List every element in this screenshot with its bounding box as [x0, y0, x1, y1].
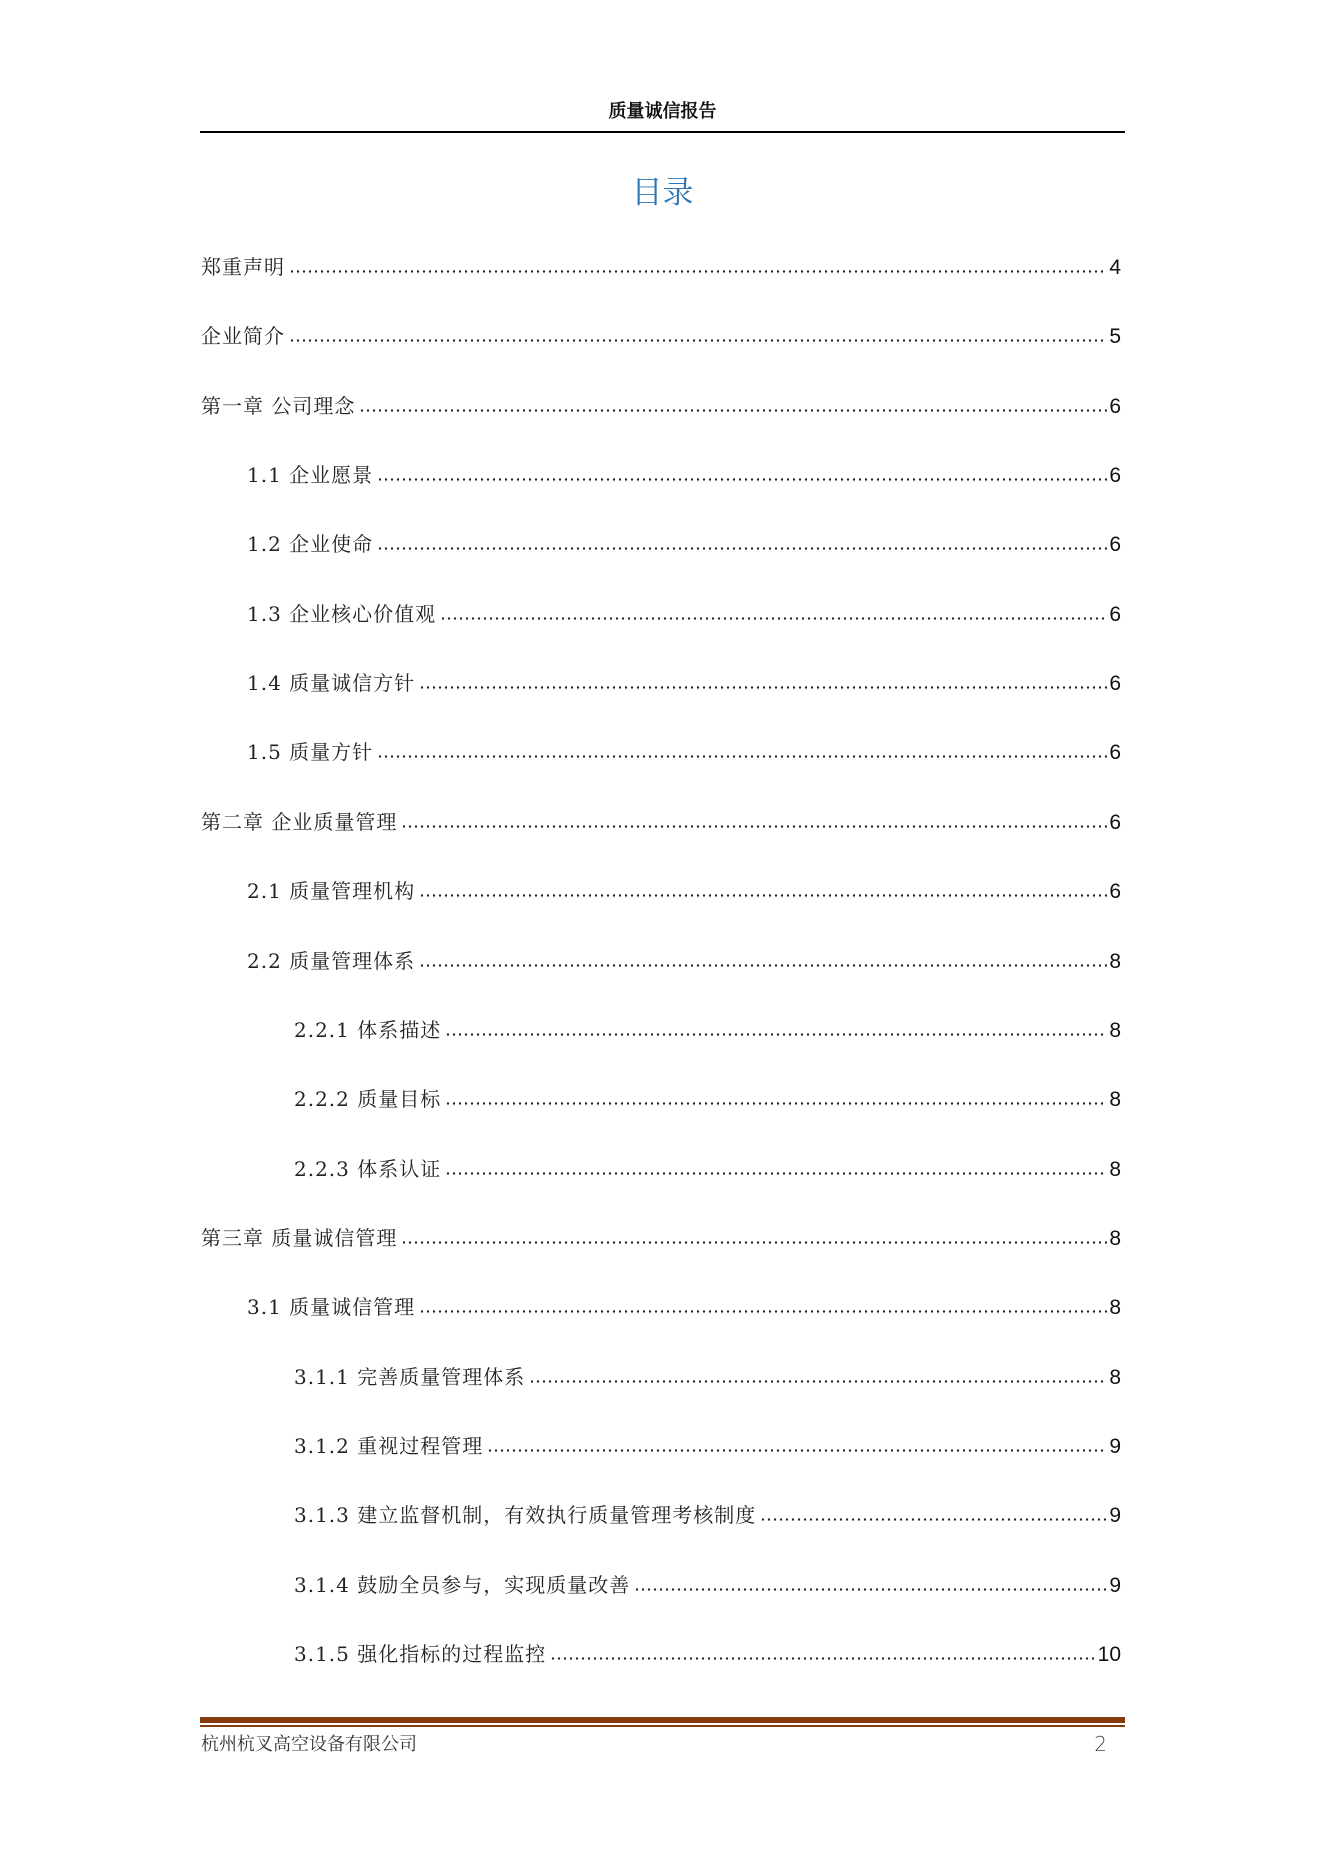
toc-entry-page: 8	[1109, 1366, 1121, 1389]
toc-entry-page: 5	[1109, 325, 1121, 348]
toc-entry[interactable]	[294, 1430, 1121, 1460]
toc-entry-page: 6	[1109, 603, 1121, 626]
toc-entry-label: 2.1 质量管理机构	[247, 879, 416, 903]
toc-entry[interactable]	[294, 1153, 1121, 1183]
dot-leader	[419, 1310, 1107, 1313]
toc-entry[interactable]	[247, 736, 1121, 766]
toc-entry[interactable]	[247, 528, 1121, 558]
toc-entry-page: 4	[1109, 256, 1121, 279]
dot-leader	[401, 825, 1107, 828]
toc-entry-label: 2.2.2 质量目标	[294, 1087, 442, 1111]
dot-leader	[634, 1588, 1107, 1591]
dot-leader	[377, 478, 1107, 481]
dot-leader	[529, 1380, 1107, 1383]
toc-entry-label: 1.3 企业核心价值观	[247, 602, 437, 626]
dot-leader	[550, 1657, 1095, 1660]
toc-entry[interactable]	[247, 945, 1121, 975]
toc-entry-label: 郑重声明	[201, 255, 285, 279]
toc-entry[interactable]	[201, 1222, 1121, 1252]
toc-entry-page: 9	[1109, 1504, 1121, 1527]
dot-leader	[419, 894, 1107, 897]
toc-entry-label: 企业简介	[201, 324, 285, 348]
toc-entry-page: 8	[1109, 1088, 1121, 1111]
toc-entry-label: 1.1 企业愿景	[247, 463, 374, 487]
toc-entry[interactable]	[247, 875, 1121, 905]
toc-entry-label: 3.1 质量诚信管理	[247, 1295, 416, 1319]
toc-entry-label: 2.2.1 体系描述	[294, 1018, 442, 1042]
dot-leader	[359, 409, 1107, 412]
toc-entry-label: 3.1.5 强化指标的过程监控	[294, 1642, 547, 1666]
toc-entry-page: 8	[1109, 1158, 1121, 1181]
toc-entry[interactable]	[201, 251, 1121, 281]
toc-entry-label: 1.5 质量方针	[247, 740, 374, 764]
footer-page-number: 2	[1094, 1732, 1107, 1756]
toc-entry-page: 8	[1109, 1227, 1121, 1250]
toc-entry[interactable]	[294, 1361, 1121, 1391]
dot-leader	[445, 1102, 1107, 1105]
toc-entry[interactable]	[247, 459, 1121, 489]
toc-entry-page: 6	[1109, 741, 1121, 764]
toc-entry-page: 6	[1109, 880, 1121, 903]
toc-entry-page: 9	[1109, 1435, 1121, 1458]
dot-leader	[487, 1449, 1107, 1452]
toc-entry-page: 8	[1109, 1019, 1121, 1042]
toc-entry-label: 第一章 公司理念	[201, 394, 356, 418]
toc-entry-page: 9	[1109, 1574, 1121, 1597]
toc-entry-label: 2.2.3 体系认证	[294, 1157, 442, 1181]
toc-entry-label: 2.2 质量管理体系	[247, 949, 416, 973]
dot-leader	[445, 1172, 1107, 1175]
footer-company-name: 杭州杭叉高空设备有限公司	[201, 1734, 417, 1755]
toc-entry-page: 8	[1109, 1296, 1121, 1319]
dot-leader	[289, 270, 1107, 273]
toc-entry-label: 第二章 企业质量管理	[201, 810, 398, 834]
toc-title: 目录	[631, 175, 694, 211]
toc-entry-label: 3.1.2 重视过程管理	[294, 1434, 484, 1458]
toc-entry[interactable]	[294, 1014, 1121, 1044]
dot-leader	[289, 339, 1107, 342]
toc-entry[interactable]	[294, 1569, 1121, 1599]
toc-entry[interactable]	[201, 806, 1121, 836]
toc-entry[interactable]	[294, 1499, 1121, 1529]
toc-entry[interactable]	[294, 1083, 1121, 1113]
footer-divider-thick	[200, 1717, 1125, 1723]
dot-leader	[760, 1518, 1107, 1521]
toc-entry-label: 3.1.4 鼓励全员参与，实现质量改善	[294, 1573, 631, 1597]
toc-entry-label: 3.1.3 建立监督机制，有效执行质量管理考核制度	[294, 1503, 757, 1527]
toc-entry[interactable]	[247, 667, 1121, 697]
footer-divider-thin	[200, 1725, 1125, 1727]
dot-leader	[445, 1033, 1107, 1036]
toc-entry-page: 6	[1109, 672, 1121, 695]
toc-entry[interactable]	[294, 1638, 1121, 1668]
toc-entry-page: 6	[1109, 533, 1121, 556]
header-divider	[200, 131, 1125, 133]
dot-leader	[440, 617, 1107, 620]
toc-entry[interactable]	[201, 320, 1121, 350]
running-header: 质量诚信报告	[608, 101, 717, 122]
dot-leader	[377, 755, 1107, 758]
toc-entry-label: 1.4 质量诚信方针	[247, 671, 416, 695]
toc-entry-page: 10	[1097, 1643, 1121, 1666]
toc-entry[interactable]	[247, 1291, 1121, 1321]
toc-entry-page: 6	[1109, 464, 1121, 487]
toc-entry-page: 6	[1109, 395, 1121, 418]
toc-entry-page: 6	[1109, 811, 1121, 834]
toc-entry[interactable]	[201, 390, 1121, 420]
toc-entry-page: 8	[1109, 950, 1121, 973]
dot-leader	[377, 547, 1107, 550]
dot-leader	[401, 1241, 1107, 1244]
toc-entry-label: 1.2 企业使命	[247, 532, 374, 556]
dot-leader	[419, 964, 1107, 967]
toc-entry[interactable]	[247, 598, 1121, 628]
dot-leader	[419, 686, 1107, 689]
toc-entry-label: 第三章 质量诚信管理	[201, 1226, 398, 1250]
toc-entry-label: 3.1.1 完善质量管理体系	[294, 1365, 526, 1389]
